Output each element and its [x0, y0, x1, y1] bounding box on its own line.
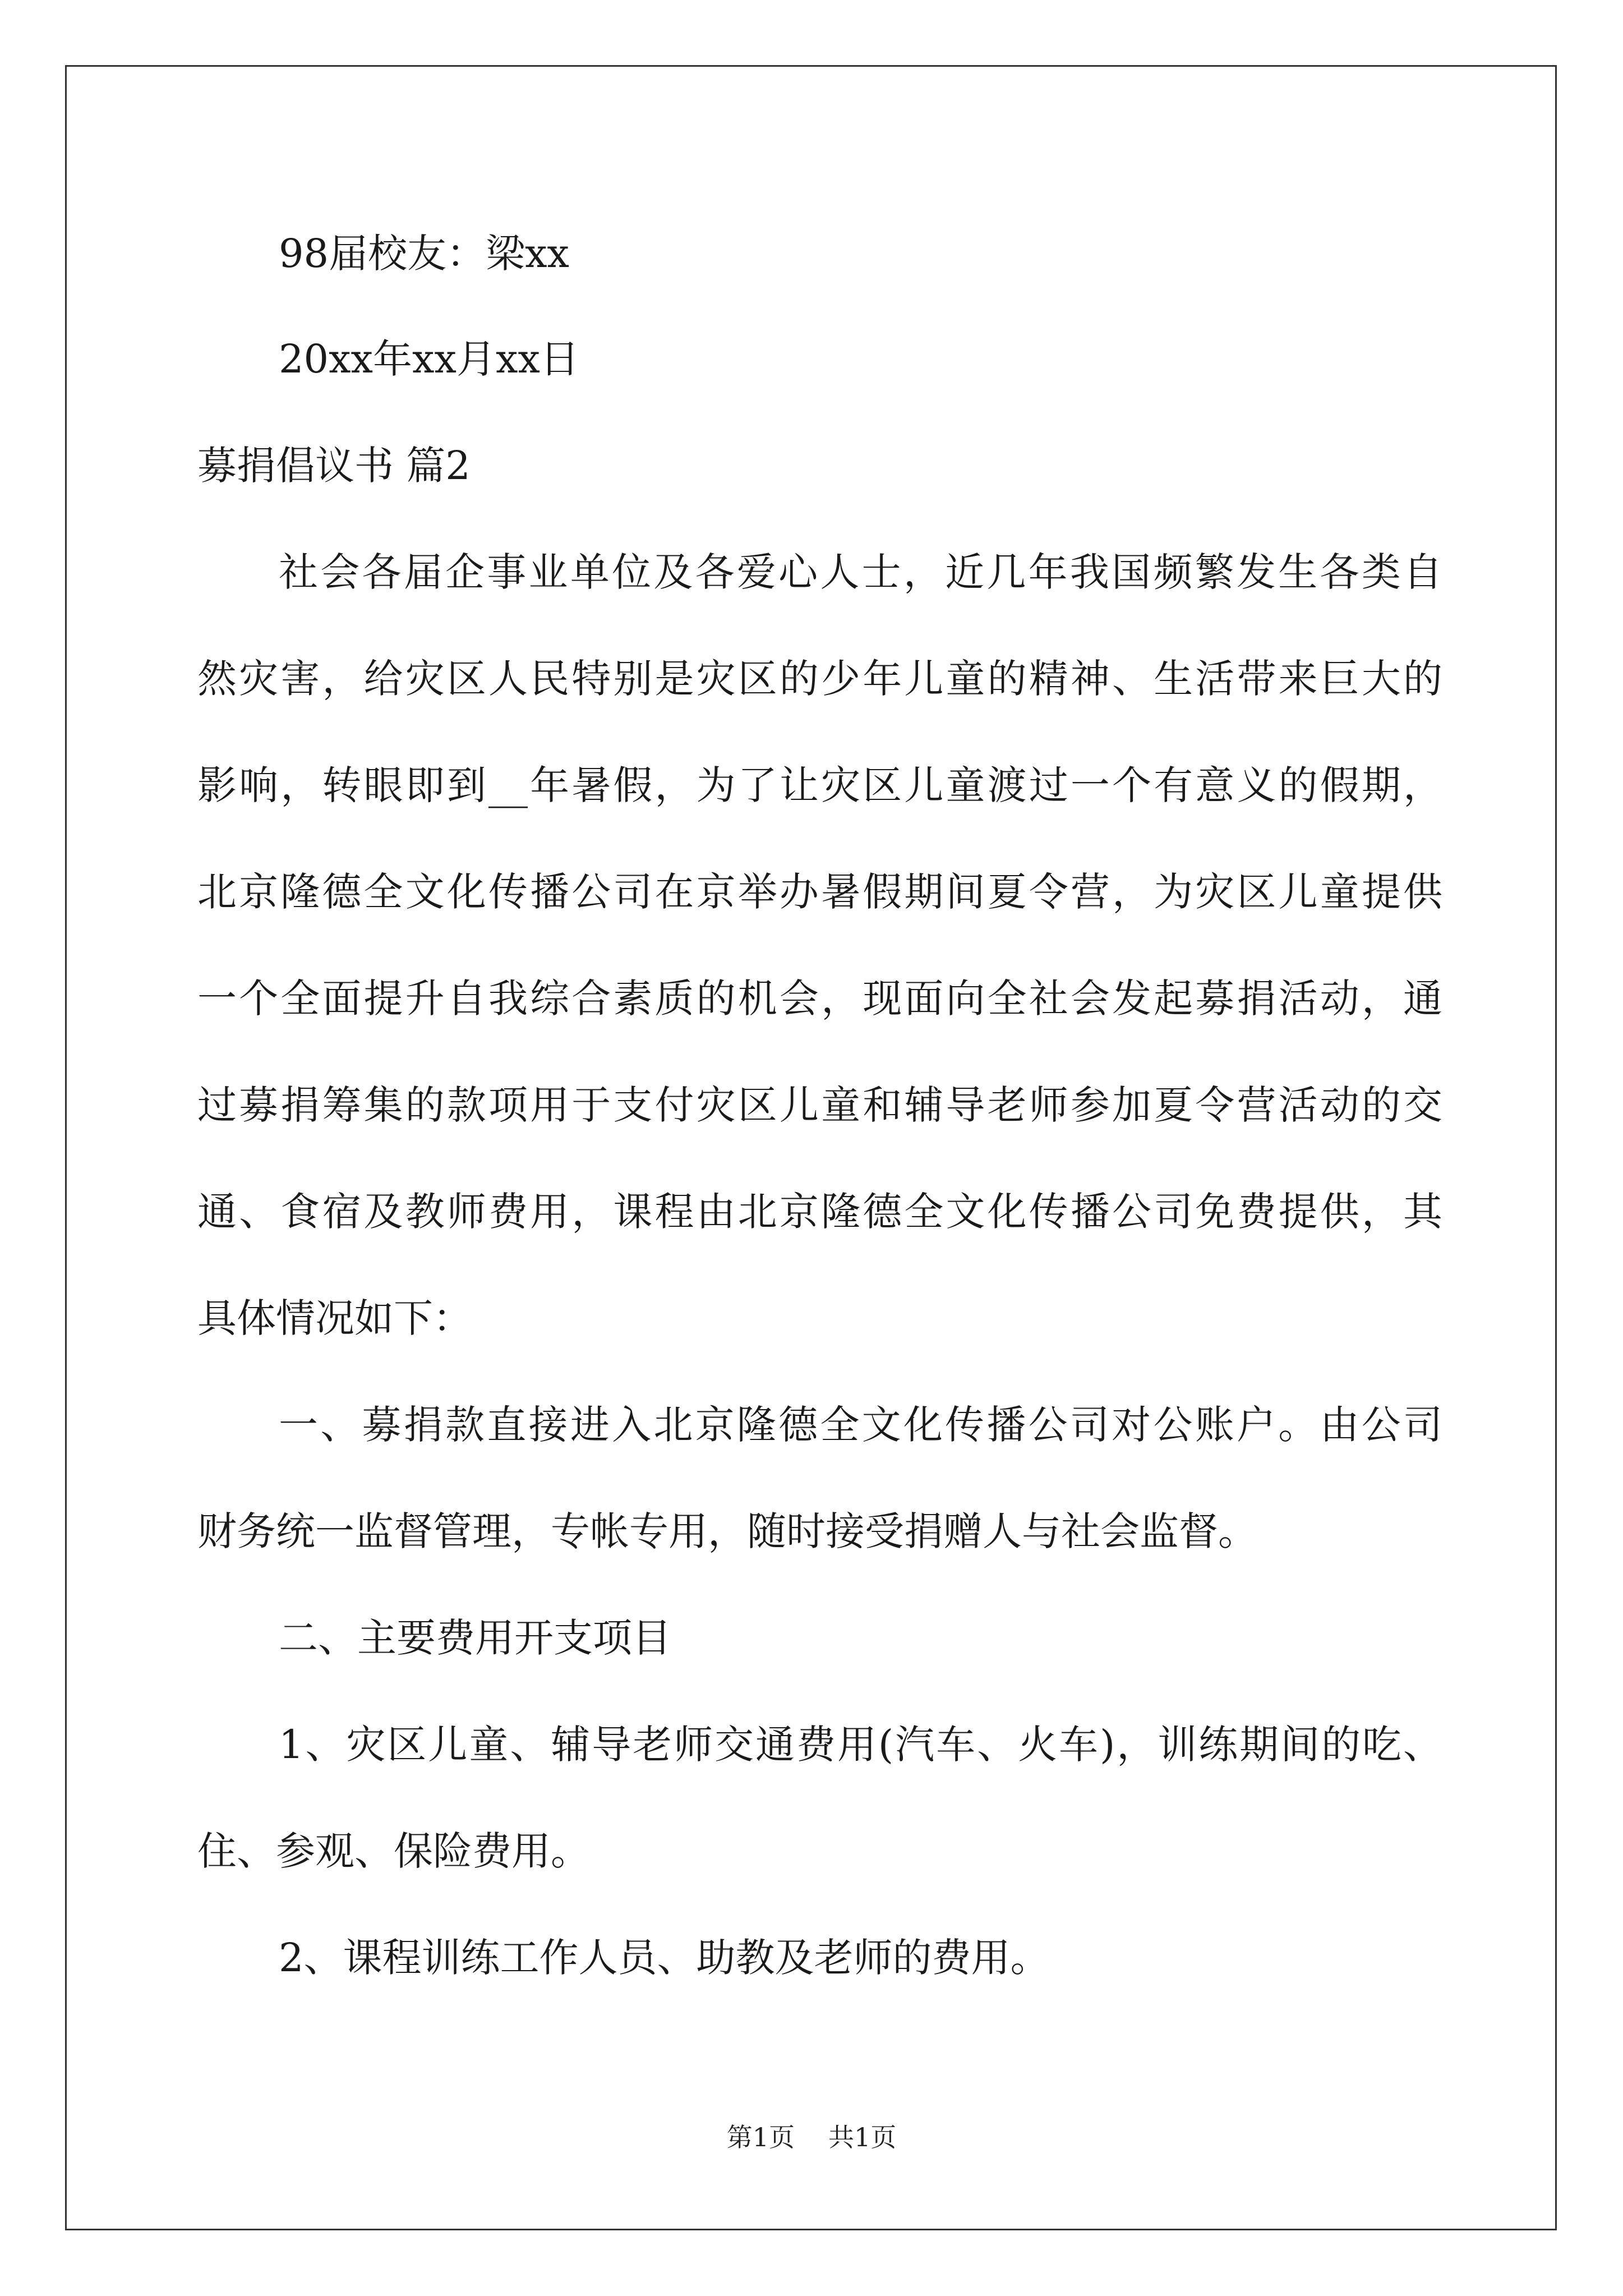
list-item-line: 1、灾区儿童、辅导老师交通费用(汽车、火车)，训练期间的吃、 [279, 1722, 1442, 1768]
paragraph-line: 具体情况如下： [197, 1295, 472, 1341]
paragraph-line: 社会各届企事业单位及各爱心人士，近几年我国频繁发生各类自 [279, 549, 1442, 595]
signature-date: 20xx年xx月xx日 [279, 336, 579, 382]
signature-alumni: 98届校友：梁xx [279, 231, 570, 277]
paragraph-line: 财务统一监督管理，专帐专用，随时接受捐赠人与社会监督。 [197, 1508, 1257, 1554]
paragraph-line: 北京隆德全文化传播公司在京举办暑假期间夏令营，为灾区儿童提供 [197, 869, 1442, 915]
subheading: 二、主要费用开支项目 [279, 1615, 671, 1661]
list-item-line: 住、参观、保险费用。 [197, 1828, 590, 1874]
paragraph-line: 通、食宿及教师费用，课程由北京隆德全文化传播公司免费提供，其 [197, 1189, 1442, 1235]
page-footer [0, 2120, 1623, 2154]
list-item-line: 2、课程训练工作人员、助教及老师的费用。 [279, 1935, 1050, 1981]
paragraph-line: 过募捐筹集的款项用于支付灾区儿童和辅导老师参加夏令营活动的交 [197, 1082, 1442, 1128]
paragraph-line: 然灾害，给灾区人民特别是灾区的少年儿童的精神、生活带来巨大的 [197, 656, 1442, 702]
section-title: 募捐倡议书 篇2 [197, 443, 471, 489]
paragraph-line: 一个全面提升自我综合素质的机会，现面向全社会发起募捐活动，通 [197, 976, 1442, 1022]
page-border [65, 65, 1557, 2230]
page-total: 共1页 [828, 2122, 897, 2152]
paragraph-line: 一、募捐款直接进入北京隆德全文化传播公司对公账户。由公司 [279, 1402, 1442, 1448]
page-number: 第1页 [726, 2122, 795, 2152]
paragraph-line: 影响，转眼即到__年暑假，为了让灾区儿童渡过一个有意义的假期， [197, 762, 1442, 808]
